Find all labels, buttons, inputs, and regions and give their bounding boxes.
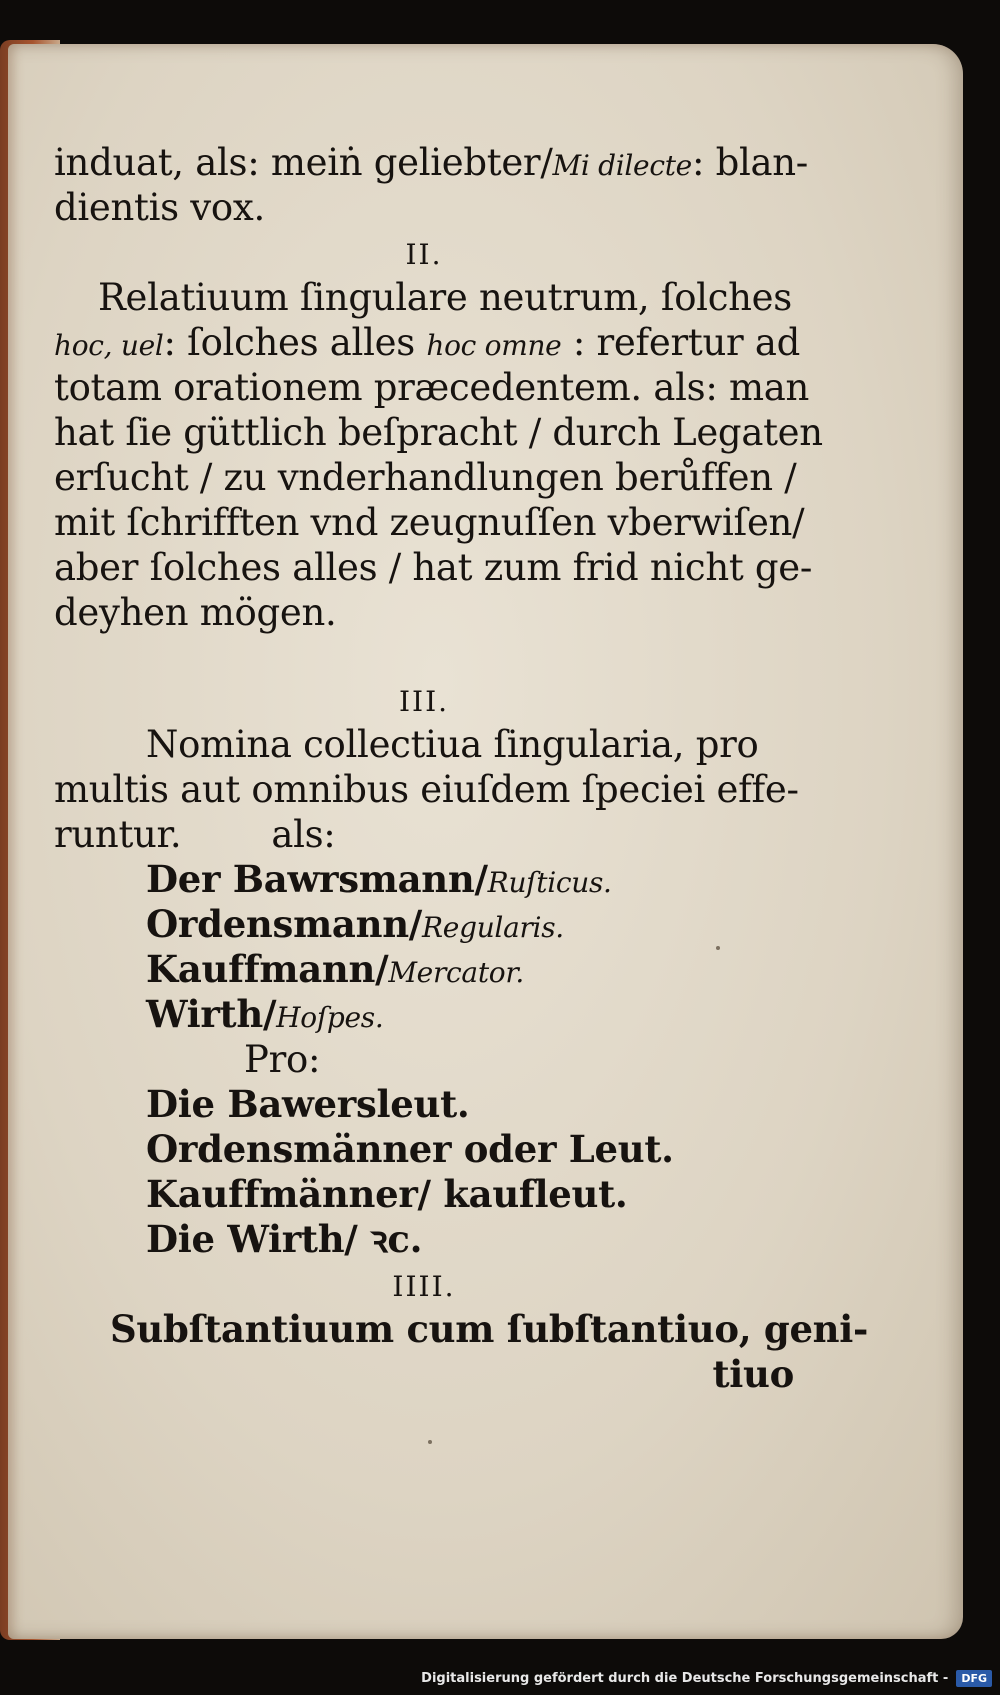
- text-span: hoc, uel: [54, 329, 164, 362]
- text-line: [54, 992, 794, 1037]
- text-span: Mercator.: [388, 956, 524, 989]
- text-span: Kauffmann/: [146, 947, 389, 991]
- text-line: Kauffmänner/ kaufleut.: [146, 1172, 628, 1216]
- text-span: runtur.: [54, 813, 182, 856]
- text-line: Subſtantiuum cum ſubſtantiuo, geni-: [110, 1307, 869, 1351]
- text-span: als:: [271, 813, 336, 856]
- text-span: induat, als: meiṅ geliebter/: [54, 141, 553, 184]
- section-number: III.: [398, 685, 450, 718]
- text-span: : refertur ad: [561, 321, 800, 364]
- text-line: [54, 947, 794, 992]
- text-line: Pro:: [244, 1038, 321, 1081]
- text-line: [54, 857, 794, 902]
- text-line: Ordensmänner oder Leut.: [146, 1127, 674, 1171]
- text-line: dientis vox.: [54, 186, 265, 229]
- section-number: II.: [405, 238, 443, 271]
- text-line: Die Bawersleut.: [146, 1082, 470, 1126]
- text-span: Regularis.: [422, 911, 564, 944]
- text-line: Relatiuum ſingulare neutrum, ſolches: [98, 276, 792, 319]
- text-line: Die Wirth/ ꝛc.: [146, 1217, 423, 1261]
- text-span: Wirth/: [146, 992, 277, 1036]
- text-span: Mi dilecte: [552, 149, 692, 182]
- text-line: [54, 902, 794, 947]
- text-span: Der Bawrsmann/: [146, 857, 488, 901]
- text-line: deyhen mögen.: [54, 591, 337, 634]
- text-line: erſucht / zu vnderhandlungen berůffen /: [54, 456, 797, 499]
- ink-speck: [428, 1440, 432, 1444]
- text-line: aber ſolches alles / hat zum frid nicht ge-: [54, 546, 813, 589]
- funding-credit: Digitalisierung gefördert durch die Deutsche Forschungsgemeinschaft -: [421, 1670, 949, 1686]
- text-line: totam orationem præcedentem. als: man: [54, 366, 810, 409]
- text-line: mit ſchrifften vnd zeugnuſſen vberwiſen/: [54, 501, 805, 544]
- text-line: [54, 320, 800, 365]
- text-line: [54, 140, 808, 185]
- text-line: multis aut omnibus eiuſdem ſpeciei effe-: [54, 768, 799, 811]
- text-span: : blan-: [691, 141, 808, 184]
- text-span: Hoſpes.: [276, 1001, 384, 1034]
- text-span: : ſolches alles: [163, 321, 427, 364]
- text-line: Nomina collectiua ſingularia, pro: [146, 723, 759, 766]
- section-number: IIII.: [392, 1270, 456, 1303]
- catchword: tiuo: [712, 1352, 794, 1396]
- page-text: [54, 140, 869, 1397]
- text-span: Ruſticus.: [487, 866, 612, 899]
- text-span: Ordensmann/: [146, 902, 423, 946]
- text-line: [54, 812, 794, 857]
- dfg-logo: DFG: [956, 1670, 992, 1687]
- spacer: [54, 635, 794, 677]
- text-line: hat ſie güttlich beſpracht / durch Legaten: [54, 411, 823, 454]
- text-span: hoc omne: [426, 329, 562, 362]
- footer: [421, 1667, 992, 1689]
